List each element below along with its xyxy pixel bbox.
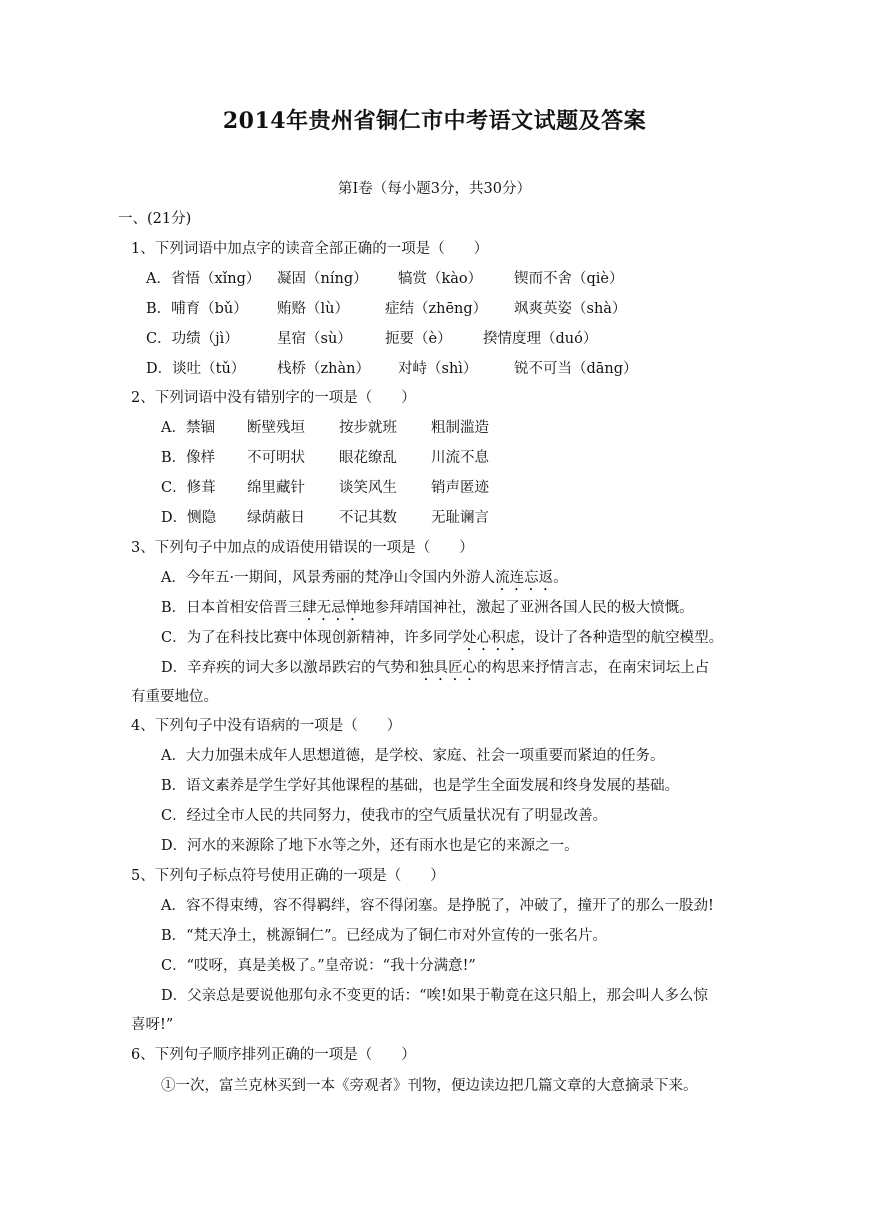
option-text: 。 <box>553 570 568 586</box>
question-5-stem: 5、下列句子标点符号使用正确的一项是（ ） <box>131 868 445 884</box>
question-1-option-b <box>146 299 626 319</box>
option-text: ，设计了各种造型的航空模型。 <box>520 630 724 646</box>
option-term: C．功绩（jì） <box>146 331 239 347</box>
option-term: 症结（zhēng） <box>385 301 488 317</box>
option-term: 揆情度理（duó） <box>483 331 598 347</box>
question-3-option-a <box>161 568 568 594</box>
question-5-option-c: C．“哎呀，真是美极了。”皇帝说：“我十分满意!” <box>161 958 476 974</box>
option-term: 星宿（sù） <box>277 331 352 347</box>
question-1-stem: 1、下列词语中加点字的读音全部正确的一项是（ ） <box>131 241 489 257</box>
option-term: D．谈吐（tǔ） <box>146 361 246 377</box>
option-term: A．省悟（xǐng） <box>146 271 261 287</box>
dotted-idiom: 流连忘返 <box>495 570 554 586</box>
question-6-stem: 6、下列句子顺序排列正确的一项是（ ） <box>131 1047 416 1063</box>
question-1-option-c <box>146 329 597 349</box>
option-term: 按步就班 <box>339 420 397 436</box>
option-term: 对峙（shì） <box>398 361 478 377</box>
question-4-option-a: A．大力加强未成年人思想道德，是学校、家庭、社会一项重要而紧迫的任务。 <box>161 748 665 764</box>
option-term: 飒爽英姿（shà） <box>514 301 627 317</box>
dotted-idiom: 处心积虑 <box>462 630 521 646</box>
option-term: 绿荫蔽日 <box>247 510 305 526</box>
option-term: 扼要（è） <box>385 331 452 347</box>
question-3-option-c <box>161 628 723 654</box>
option-term: 锐不可当（dāng） <box>514 361 638 377</box>
question-2-option-a <box>161 418 489 438</box>
page-title: 2014年贵州省铜仁市中考语文试题及答案 <box>222 108 647 134</box>
option-term: B．像样 <box>161 450 216 466</box>
option-text: B．日本首相安倍晋三 <box>161 600 303 616</box>
question-3-stem: 3、下列句子中加点的成语使用错误的一项是（ ） <box>131 540 474 556</box>
option-text: 的构思来抒情言志，在南宋词坛上占 <box>477 660 710 676</box>
question-3-option-d-continued: 有重要地位。 <box>131 689 218 705</box>
dotted-idiom: 独具匠心 <box>419 660 478 676</box>
question-5-option-b: B．“梵天净土，桃源铜仁”。已经成为了铜仁市对外宣传的一张名片。 <box>161 928 607 944</box>
question-3-option-d <box>161 658 709 684</box>
option-term: 绵里藏针 <box>247 480 305 496</box>
option-term: 无耻谰言 <box>431 510 489 526</box>
question-1-option-a <box>146 269 624 289</box>
question-2-option-c <box>161 478 489 498</box>
option-term: D．恻隐 <box>161 510 217 526</box>
question-2-option-d <box>161 508 489 528</box>
question-6-item-1: ①一次，富兰克林买到一本《旁观者》刊物，便边读边把几篇文章的大意摘录下来。 <box>161 1078 698 1094</box>
option-term: 谈笑风生 <box>339 480 397 496</box>
option-term: B．哺育（bǔ） <box>146 301 248 317</box>
option-term: C．修葺 <box>161 480 216 496</box>
question-5-option-d: D．父亲总是要说他那句永不变更的话：“唉!如果于勒竟在这只船上，那会叫人多么惊 <box>161 988 708 1004</box>
question-5-option-a: A．容不得束缚，容不得羁绊，容不得闭塞。是挣脱了，冲破了，撞开了的那么一股劲! <box>161 898 714 914</box>
question-4-option-b: B．语文素养是学生学好其他课程的基础，也是学生全面发展和终身发展的基础。 <box>161 778 680 794</box>
option-term: 销声匿迹 <box>431 480 489 496</box>
question-2-option-b <box>161 448 489 468</box>
question-5-option-d-continued: 喜呀!” <box>131 1017 174 1033</box>
option-text: C．为了在科技比赛中体现创新精神，许多同学 <box>161 630 463 646</box>
option-term: A．禁锢 <box>161 420 215 436</box>
option-term: 眼花缭乱 <box>339 450 397 466</box>
option-term: 川流不息 <box>431 450 489 466</box>
part-heading: 第Ⅰ卷（每小题3分，共30分） <box>338 181 531 197</box>
question-4-option-d: D．河水的来源除了地下水等之外，还有雨水也是它的来源之一。 <box>161 838 579 854</box>
question-3-option-b <box>161 598 694 624</box>
option-text: A．今年五·一期间，风景秀丽的梵净山令国内外游人 <box>161 570 496 586</box>
option-term: 锲而不舍（qiè） <box>514 271 624 287</box>
question-2-stem: 2、下列词语中没有错别字的一项是（ ） <box>131 390 416 406</box>
option-term: 断壁残垣 <box>247 420 305 436</box>
option-term: 犒赏（kào） <box>398 271 483 287</box>
option-term: 不记其数 <box>339 510 397 526</box>
question-4-option-c: C．经过全市人民的共同努力，使我市的空气质量状况有了明显改善。 <box>161 808 608 824</box>
option-text: D．辛弃疾的词大多以激昂跌宕的气势和 <box>161 660 420 676</box>
option-term: 栈桥（zhàn） <box>277 361 370 377</box>
option-term: 凝固（níng） <box>277 271 368 287</box>
section-heading: 一、(21分) <box>118 211 192 227</box>
question-4-stem: 4、下列句子中没有语病的一项是（ ） <box>131 718 402 734</box>
option-term: 贿赂（lù） <box>277 301 349 317</box>
option-text: 地参拜靖国神社，激起了亚洲各国人民的极大愤慨。 <box>360 600 694 616</box>
option-term: 粗制滥造 <box>431 420 489 436</box>
option-term: 不可明状 <box>247 450 305 466</box>
dotted-idiom: 肆无忌惮 <box>302 600 361 616</box>
question-1-option-d <box>146 359 638 379</box>
